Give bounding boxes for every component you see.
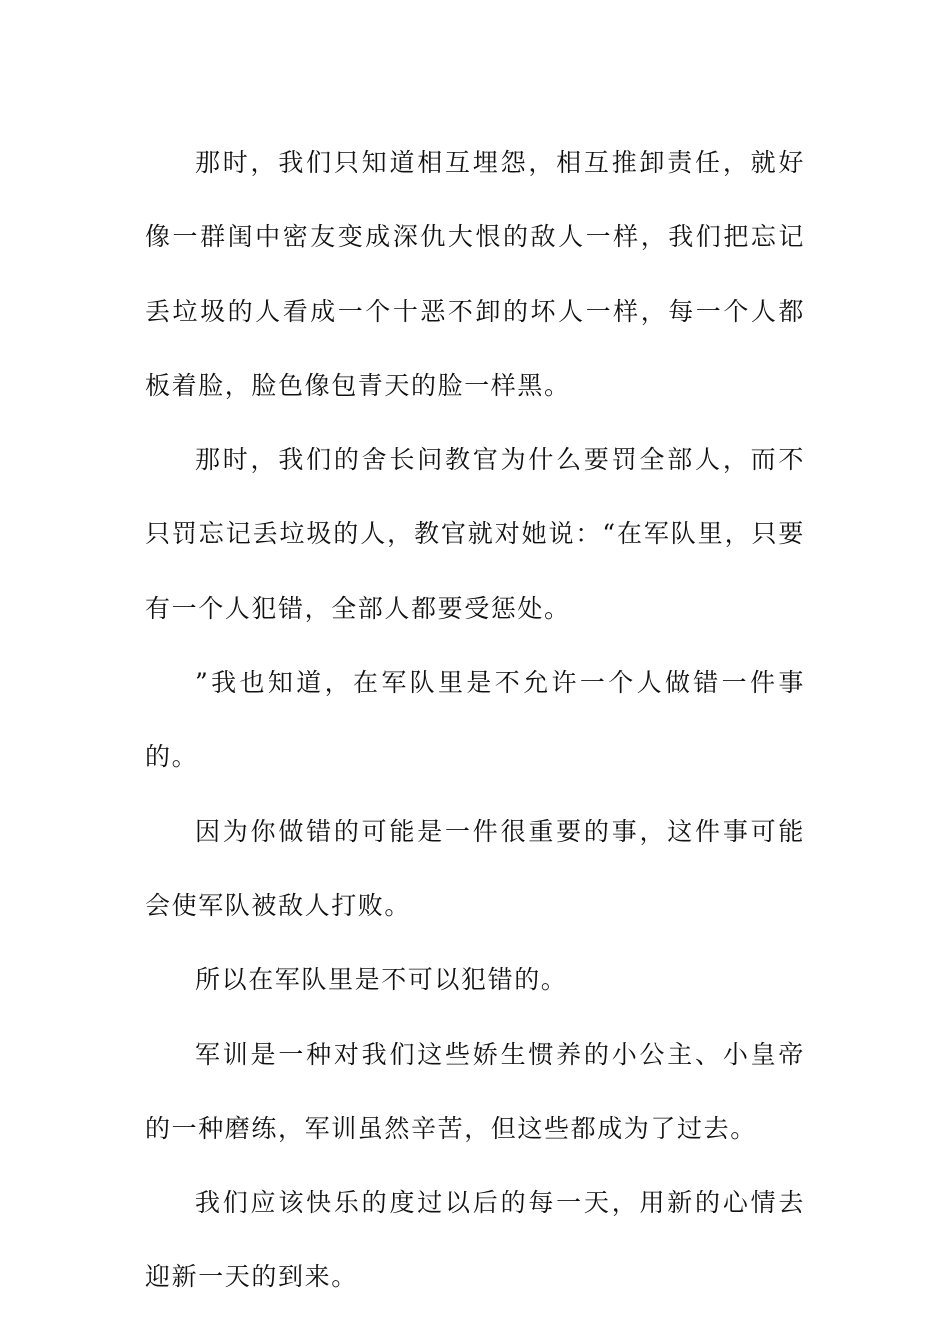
document-body	[145, 126, 805, 1315]
paragraph-4: 因为你做错的可能是一件很重要的事，这件事可能会使军队被敌人打败。	[145, 816, 805, 920]
paragraph-1: 那时，我们只知道相互埋怨，相互推卸责任，就好像一群闺中密友变成深仇大恨的敌人一样，我们把忘记丢垃圾的人看成一个十恶不卸的坏人一样，每一个人都板着脸，脸色像包青天的脸一样黑。	[145, 148, 805, 400]
paragraph-5: 所以在军队里是不可以犯错的。	[195, 965, 568, 995]
paragraph-2: 那时，我们的舍长问教官为什么要罚全部人，而不只罚忘记丢垃圾的人，教官就对她说：“在军队里，只要有一个人犯错，全部人都要受惩处。	[145, 445, 805, 623]
paragraph-6: 军训是一种对我们这些娇生惯养的小公主、小皇帝的一种磨练，军训虽然辛苦，但这些都成为了过去。	[145, 1039, 805, 1143]
paragraph-7: 我们应该快乐的度过以后的每一天，用新的心情去迎新一天的到来。	[145, 1188, 805, 1292]
paragraph-3: ”我也知道，在军队里是不允许一个人做错一件事的。	[145, 668, 805, 772]
